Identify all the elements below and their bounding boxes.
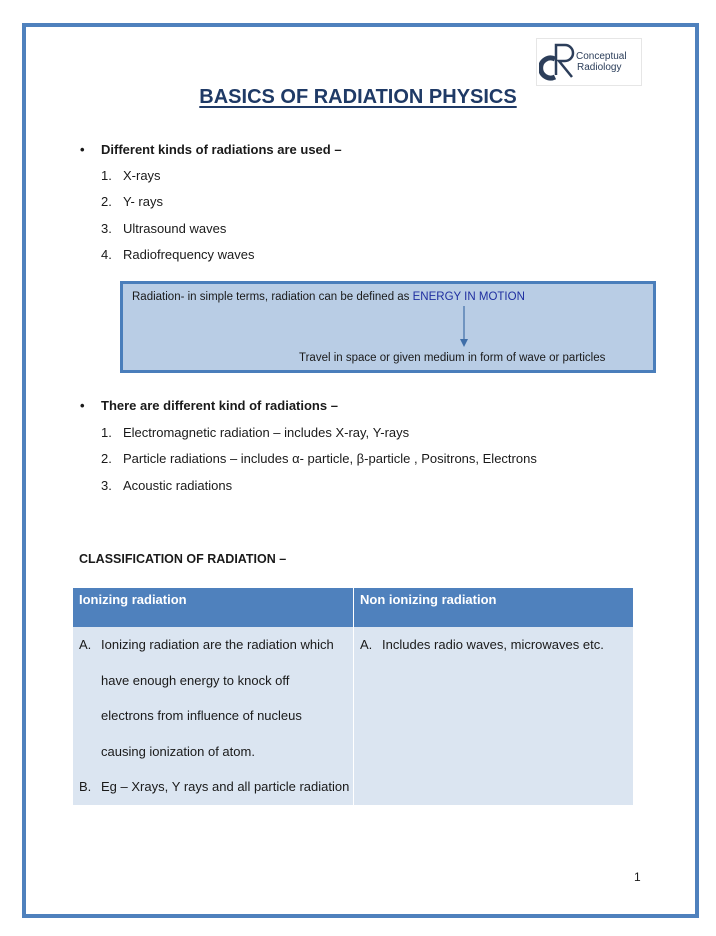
list-item: 3. Ultrasound waves	[101, 221, 227, 236]
list-item: 2. Υ- rays	[101, 194, 163, 209]
cr-logo-icon	[539, 41, 579, 83]
energy-in-motion: ENERGY IN MOTION	[412, 291, 525, 303]
logo-line1: Conceptual	[576, 51, 627, 62]
bullet-icon: •	[80, 398, 85, 413]
logo-line2: Radiology	[577, 62, 622, 73]
definition-detail: Travel in space or given medium in form of wave or particles	[299, 352, 606, 364]
list-item: 4. Radiofrequency waves	[101, 247, 255, 262]
logo	[536, 38, 642, 86]
ionizing-cell	[73, 627, 354, 805]
definition-text: Radiation- in simple terms, radiation can be defined as ENERGY IN MOTION	[132, 291, 525, 303]
table-list-item: A. Includes radio waves, microwaves etc.	[360, 637, 604, 652]
list-item: 1. Electromagnetic radiation – includes X-ray, Υ-rays	[101, 425, 410, 440]
table-list-item: A. Ionizing radiation are the radiation which have enough energy to knock off electrons from influence of nucleus causing ionization of atom.	[79, 637, 334, 759]
definition-box	[120, 281, 656, 373]
page-number: 1	[634, 870, 641, 884]
non-ionizing-cell	[354, 627, 634, 805]
list-item: 1. X-rays	[101, 168, 161, 183]
list-item: 3. Acoustic radiations	[101, 478, 233, 493]
bullet-icon: •	[80, 142, 85, 157]
section1-heading: • Different kinds of radiations are used –	[80, 142, 342, 157]
table-list-item: B. Eg – Xrays, Υ rays and all particle radiation	[79, 779, 350, 794]
arrow-down-icon	[460, 306, 468, 348]
column-header-non-ionizing: Non ionizing radiation	[354, 588, 634, 627]
page-title: BASICS OF RADIATION PHYSICS	[199, 86, 517, 108]
list-item: 2. Particle radiations – includes α- particle, β-particle , Positrons, Electrons	[101, 451, 537, 466]
section2-heading: • There are different kind of radiations –	[80, 398, 338, 413]
column-header-ionizing: Ionizing radiation	[73, 588, 354, 627]
classification-heading: CLASSIFICATION OF RADIATION –	[79, 552, 287, 566]
classification-table	[73, 588, 633, 805]
